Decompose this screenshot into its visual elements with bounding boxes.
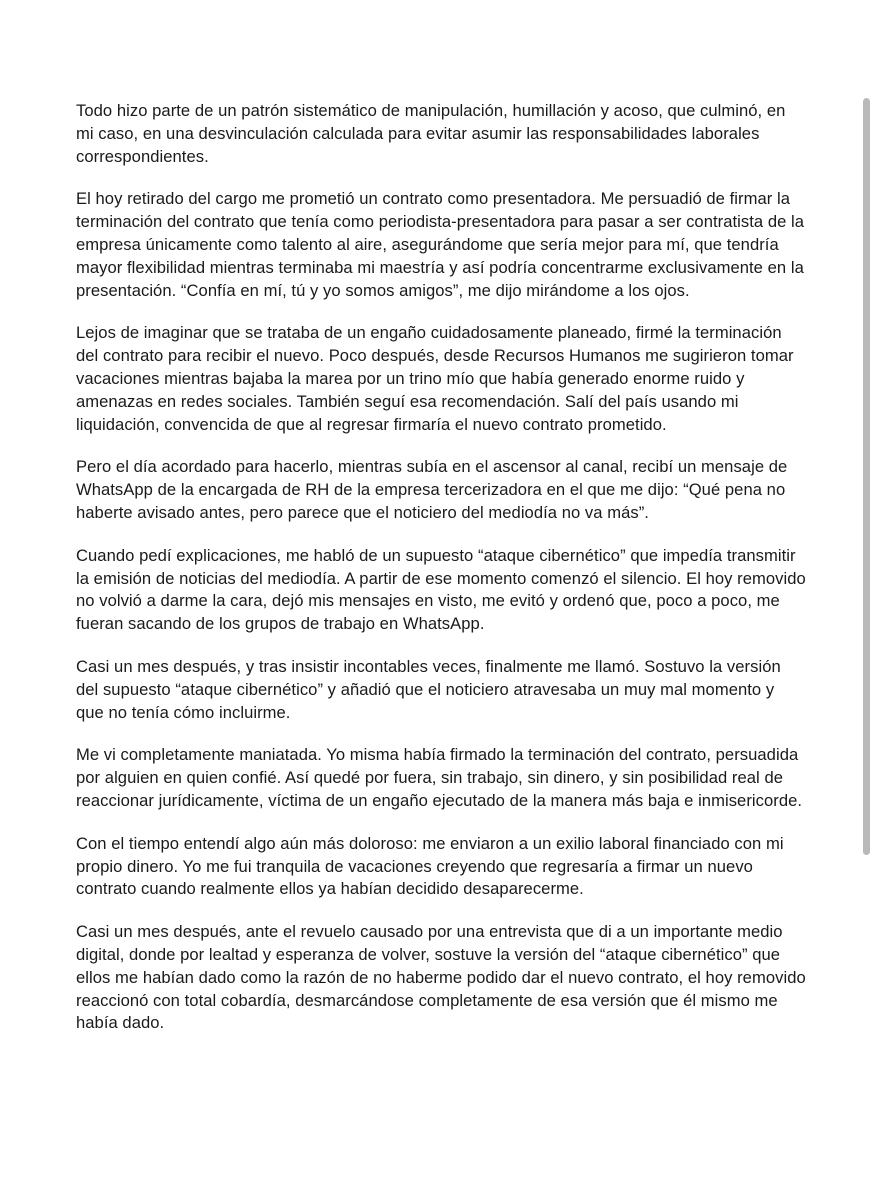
paragraph-4: Pero el día acordado para hacerlo, mientras subía en el ascensor al canal, recibí un mensaje de WhatsApp de la encargada de RH de la empresa tercerizadora en el que me dijo: “Qué pena no haberte avisado antes, pero parece que el noticiero del mediodía no va más”. (76, 457, 788, 522)
paragraph-8: Con el tiempo entendí algo aún más doloroso: me enviaron a un exilio laboral financiado con mi propio dinero. Yo me fui tranquila de vacaciones creyendo que regresaría a firmar un nuevo contrato cuando realmente ellos ya habían decidido desaparecerme. (76, 833, 784, 899)
paragraph-6: Casi un mes después, y tras insistir incontables veces, finalmente me llamó. Sostuvo la versión del supuesto “ataque cibernético” y añadió que el noticiero atravesaba un muy mal momento y que no tenía cómo incluirme. (76, 656, 781, 722)
paragraph-7: Me vi completamente maniatada. Yo misma había firmado la terminación del contrato, persuadida por alguien en quien confié. Así quedé por fuera, sin trabajo, sin dinero, y sin posibilidad real de reaccionar jurídicamente, víctima de un engaño ejecutado de la manera más baja e inmisericorde. (76, 745, 803, 810)
paragraph-2: El hoy retirado del cargo me prometió un contrato como presentadora. Me persuadió de firmar la terminación del contrato que tenía como periodista-presentadora para pasar a ser contratista de la empresa únicamente como talento al aire, asegurándome que sería mejor para mí, que tendría mayor flexibilidad mientras terminaba mi maestría y así podría concentrarme exclusivamente en la presentación. “Confía en mí, tú y yo somos amigos”, me dijo mirándome a los ojos. (76, 189, 805, 300)
paragraph-9: Casi un mes después, ante el revuelo causado por una entrevista que di a un importante medio digital, donde por lealtad y esperanza de volver, sostuve la versión del “ataque cibernético” que ellos me habían dado como la razón de no haberme podido dar el nuevo contrato, el hoy removido reaccionó con total cobardía, desmarcándose completamente de esa versión que él mismo me había dado. (76, 922, 806, 1033)
vertical-scrollbar[interactable] (863, 98, 870, 855)
paragraph-5: Cuando pedí explicaciones, me habló de un supuesto “ataque cibernético” que impedía transmitir la emisión de noticias del mediodía. A partir de ese momento comenzó el silencio. El hoy removido no volvió a darme la cara, dejó mis mensajes en visto, me evitó y ordenó que, poco a poco, me fueran sacando de los grupos de trabajo en WhatsApp. (76, 545, 806, 634)
paragraph-1: Todo hizo parte de un patrón sistemático de manipulación, humillación y acoso, que culminó, en mi caso, en una desvinculación calculada para evitar asumir las responsabilidades laborales correspondientes. (76, 101, 786, 166)
paragraph-3: Lejos de imaginar que se trataba de un engaño cuidadosamente planeado, firmé la terminación del contrato para recibir el nuevo. Poco después, desde Recursos Humanos me sugirieron tomar vacaciones mientras bajaba la marea por un trino mío que había generado enorme ruido y amenazas en redes sociales. También seguí esa recomendación. Salí del país usando mi liquidación, convencida de que al regresar firmaría el nuevo contrato prometido. (76, 323, 794, 434)
document-body (76, 100, 806, 1055)
